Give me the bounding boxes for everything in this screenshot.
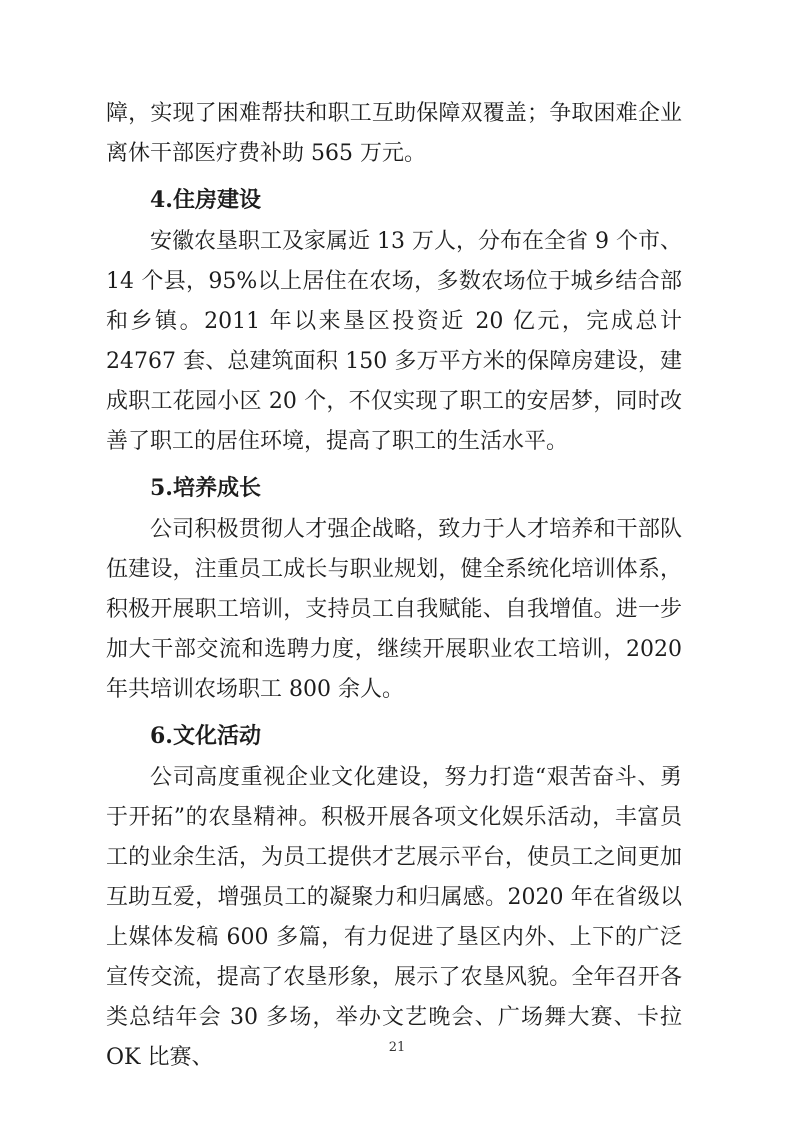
paragraph-housing: 安徽农垦职工及家属近 13 万人，分布在全省 9 个市、14 个县，95%以上居住在农场，多数农场位于城乡结合部和乡镇。2011 年以来垦区投资近 20 亿元，完成总计 24767 套、总建筑面积 150 多万平方米的保障房建设，建成职工花园小区 20 个，不仅实现了职工的安居梦，同时改善了职工的居住环境，提高了职工的生活水平。 xyxy=(106,229,682,454)
document-body xyxy=(106,94,682,1078)
section-heading-training: 5.培养成长 xyxy=(150,475,261,501)
section-heading-culture: 6.文化活动 xyxy=(150,723,261,749)
page-number: 21 xyxy=(388,1040,406,1055)
section-heading-housing: 4.住房建设 xyxy=(150,187,261,213)
paragraph-training: 公司积极贯彻人才强企战略，致力于人才培养和干部队伍建设，注重员工成长与职业规划，健全系统化培训体系，积极开展职工培训，支持员工自我赋能、自我增值。进一步加大干部交流和选聘力度，继续开展职业农工培训，2020 年共培训农场职工 800 余人。 xyxy=(106,517,682,702)
paragraph-culture: 公司高度重视企业文化建设，努力打造“艰苦奋斗、勇于开拓”的农垦精神。积极开展各项文化娱乐活动，丰富员工的业余生活，为员工提供才艺展示平台，使员工之间更加互助互爱，增强员工的凝聚力和归属感。2020 年在省级以上媒体发稿 600 多篇，有力促进了垦区内外、上下的广泛宣传交流，提高了农垦形象，展示了农垦风貌。全年召开各类总结年会 30 多场，举办文艺晚会、广场舞大赛、卡拉 OK 比赛、 xyxy=(106,765,682,1070)
paragraph-continuation: 障，实现了困难帮扶和职工互助保障双覆盖；争取困难企业离休干部医疗费补助 565 万元。 xyxy=(106,101,682,166)
